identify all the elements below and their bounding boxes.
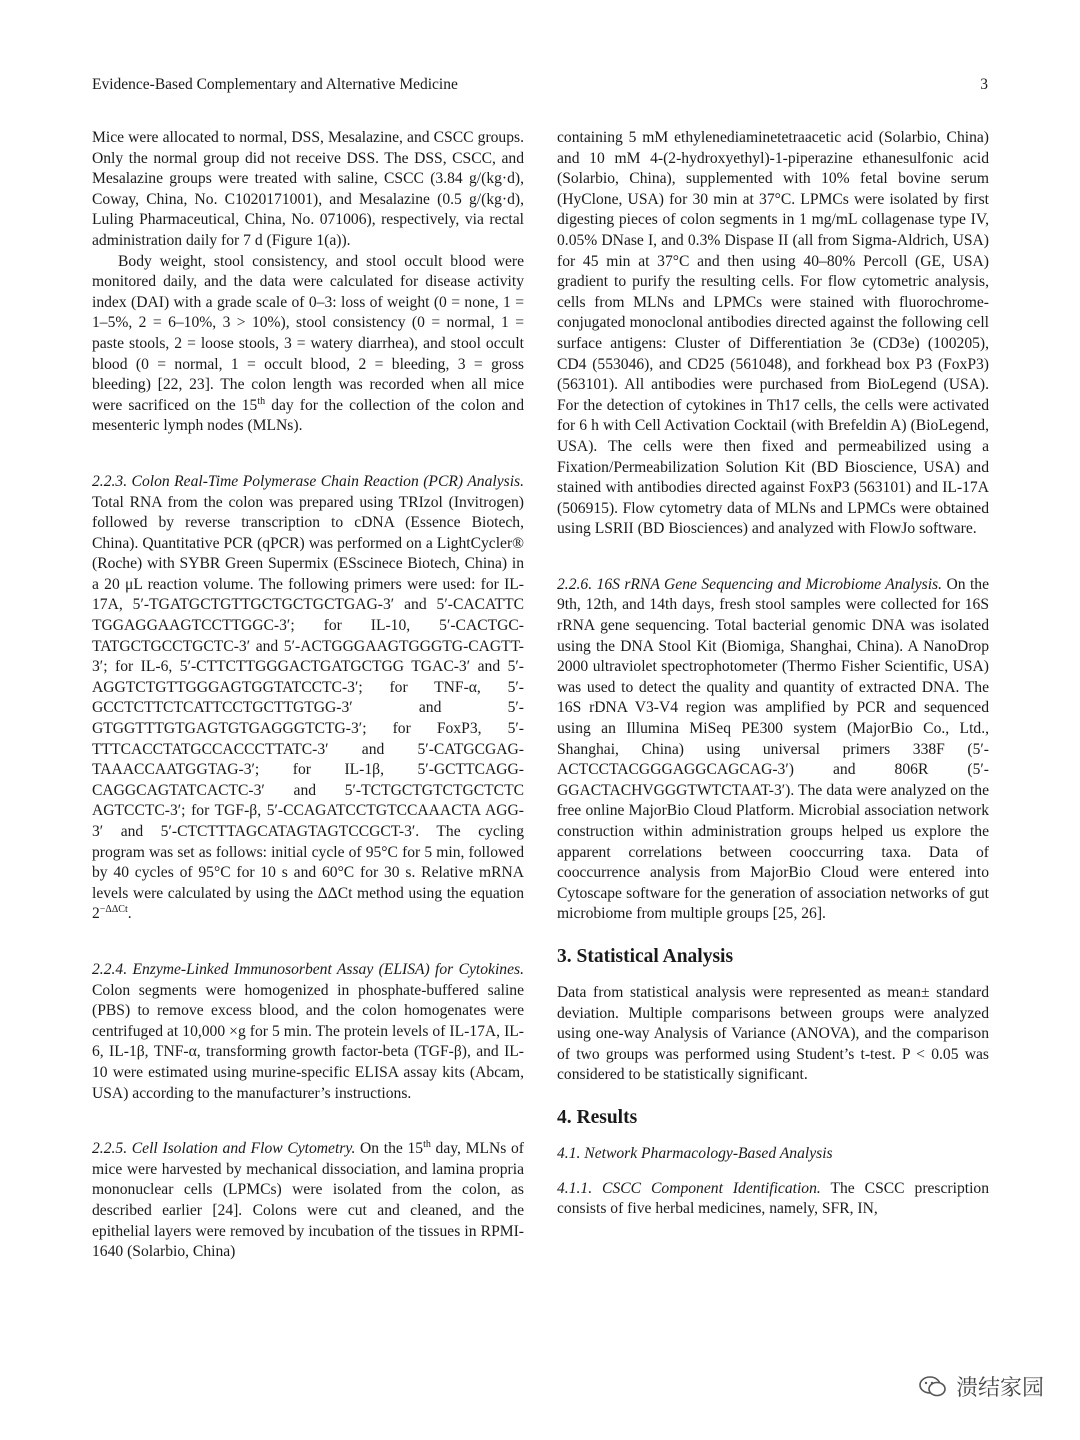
section-4-1-1: 4.1.1. CSCC Component Identification. The CSCC prescription consists of five herbal medicines, namely, SFR, IN, <box>557 1179 989 1218</box>
subheading-4-1: 4.1. Network Pharmacology-Based Analysis <box>557 1144 833 1162</box>
heading-statistical-analysis: 3. Statistical Analysis <box>557 945 734 967</box>
section-title: 2.2.4. Enzyme-Linked Immunosorbent Assay (ELISA) for Cytokines. <box>92 960 524 978</box>
left-column <box>92 128 524 1263</box>
section-2-2-3: 2.2.3. Colon Real-Time Polymerase Chain Reaction (PCR) Analysis. Total RNA from the colon was prepared using TRIzol (Invitrogen) followed by reverse transcription to cDNA (Essence Biotech, China). Quantitative PCR (qPCR) was performed on a LightCycler® (Roche) with SYBR Green Supermix (ESscinece Biotech, China) in a 20 μL reaction volume. The following primers were used: for IL-17A, 5′-TGATGCTGTTGCTGCTGCTGAG-3′ and 5′-CACATTC TGGAGGAAGTCCTTGGC-3′; for IL-10, 5′-CACTGC-TATGCTGCCTGCTC-3′ and 5′-ACTGGGAAGTGGGTG-CAGTT-3′; for IL-6, 5′-CTTCTTGGGACTGATGCTGG TGAC-3′ and 5′-AGGTCTGTTGGGAGTGGTATCCTC-3′; for TNF-α, 5′-GCCTCTTCTCATTCCTGCTTGTGG-3′ and 5′- GTGGTTTGTGAGTGTGAGGGTCTG-3′; for FoxP3, 5′-TTTCACCTATGCCACCCTTATC-3′ and 5′-CATGCGAG-TAAACCAATGGTAG-3′; for IL-1β, 5′-GCTTCAGG-CAGGCAGTATCACTC-3′ and 5′-TCTGCTGTCTGCTCTC AGTCCTC-3′; for TGF-β, 5′-CCAGATCCTGTCCAAACTA AGG-3′ and 5′-CTCTTTAGCATAGTAGTCCGCT-3′. The cycling program was set as follows: initial cycle of 95°C for 5 min, followed by 40 cycles of 95°C for 10 s and 60°C for 30 s. Relative mRNA levels were calculated by using the ΔΔCt method using the equation $2^{-\Delta\Delta Ct}$. <box>92 472 524 923</box>
wechat-icon <box>918 1375 948 1399</box>
running-header <box>92 76 988 98</box>
page-number: 3 <box>980 76 988 93</box>
section-title: 2.2.5. Cell Isolation and Flow Cytometry. <box>92 1140 356 1158</box>
section-title: 2.2.6. 16S rRNA Gene Sequencing and Microbiome Analysis. <box>557 575 943 593</box>
watermark-text: 溃结家园 <box>955 1376 1044 1401</box>
paragraph-statistics: Data from statistical analysis were represented as mean± standard deviation. Multiple comparisons between groups were analyzed using one-way Analysis of Variance (ANOVA), and the comparison of two groups was performed using Student’s t-test. P < 0.05 was considered to be statistically significant. <box>557 983 989 1084</box>
section-2-2-4: 2.2.4. Enzyme-Linked Immunosorbent Assay (ELISA) for Cytokines. Colon segments were homogenized in phosphate-buffered saline (PBS) to remove excess blood, and the colon homogenates were centrifuged at 10,000 ×g for 5 min. The protein levels of IL-17A, IL-6, IL-1β, TNF-α, transforming growth factor-beta (TGF-β), and IL-10 were estimated using murine-specific ELISA assay kits (Abcam, USA) according to the manufacturer’s instructions. <box>92 960 524 1102</box>
section-2-2-6: 2.2.6. 16S rRNA Gene Sequencing and Microbiome Analysis. On the 9th, 12th, and 14th days, fresh stool samples were collected for 16S rRNA gene sequencing. Total bacterial genomic DNA was isolated using the DNA Stool Kit (Biomiga, Shanghai, China). A NanoDrop 2000 ultraviolet spectrophotometer (Thermo Fisher Scientific, USA) was used to detect the quality and quantity of extracted DNA. The 16S rDNA V3-V4 region was amplified by PCR and sequenced using an Illumina MiSeq PE300 system (MajorBio Co., Ltd., Shanghai, China) using universal primers 338F (5′-ACTCCTACGGGAGGCAGCAG-3′) and 806R (5′-GGACTACHVGGGTWTCTAAT-3′). The data were analyzed on the free online MajorBio Cloud Platform. Microbial association network construction within administration groups helped us explore the apparent correlations between cooccurring taxa. Data of cooccurrence analysis from MajorBio Cloud were entered into Cytoscape software for the generation of association networks of gut microbiome from multiple groups [25, 26]. <box>557 575 989 923</box>
paragraph-dai: Body weight, stool consistency, and stool occult blood were monitored daily, and the data were calculated for disease activity index (DAI) with a grade scale of 0–3: loss of weight (0 = none, 1 = 1–5%, 2 = 6–10%, 3 > 10%), stool consistency (0 = normal, 1 = paste stools, 2 = loose stools, 3 = watery diarrhea), and stool occult blood (0 = normal, 1 = occult blood, 2 = bleeding, 3 = gross bleeding) [22, 23]. The colon length was recorded when all mice were sacrificed on the 15th day for the collection of the colon and mesenteric lymph nodes (MLNs). <box>92 252 524 435</box>
right-column <box>557 128 989 1220</box>
paragraph-groups: Mice were allocated to normal, DSS, Mesalazine, and CSCC groups. Only the normal group did not receive DSS. The DSS, CSCC, and Mesalazine groups were treated with saline, CSCC (3.84 g/(kg·d), Coway, China, No. C1020171001), and Mesalazine (0.5 g/(kg·d), Luling Pharmaceutical, China, No. 071006), respectively, via rectal administration daily for 7 d (Figure 1(a)). <box>92 129 524 249</box>
section-title: 2.2.3. Colon Real-Time Polymerase Chain Reaction (PCR) Analysis. <box>92 472 524 490</box>
section-2-2-5: 2.2.5. Cell Isolation and Flow Cytometry. On the 15th day, MLNs of mice were harvested by mechanical dissociation, and lamina propria mononuclear cells (LPMCs) were isolated from the colon, as described earlier [24]. Colons were cut and cleaned, and the epithelial layers were removed by incubation of the tissues in RPMI-1640 (Solarbio, China) <box>92 1138 524 1261</box>
paragraph-lpmc: containing 5 mM ethylenediaminetetraacetic acid (Solarbio, China) and 10 mM 4-(2-hydroxyethyl)-1-piperazine ethanesulfonic acid (Solarbio, China), supplemented with 10% fetal bovine serum (HyClone, USA) for 30 min at 37°C. LPMCs were isolated by first digesting pieces of colon segments in 1 mg/mL collagenase type IV, 0.05% DNase I, and 0.3% Dispase II (all from Sigma-Aldrich, USA) for 45 min at 37°C and then using 40–80% Percoll (GE, USA) gradient to purify the resulting cells. For flow cytometric analysis, cells from MLNs and LPMCs were stained with fluorochrome-conjugated monoclonal antibodies directed against the following cell surface antigens: Cluster of Differentiation 3e (CD3e) (100205), CD4 (553046), and CD25 (561048), and forkhead box P3 (FoxP3) (563101). All antibodies were purchased from BioLegend (USA). For the detection of cytokines in Th17 cells, the cells were activated for 6 h with Cell Activation Cocktail (with Brefeldin A) (BioLegend, USA). The cells were then fixed and permeabilized using a Fixation/Permeabilization Solution Kit (BD Bioscience, USA) and stained with antibodies directed against FoxP3 (563101) and IL-17A (506915). Flow cytometry data of MLNs and LPMCs were obtained using LSRII (BD Biosciences) and analyzed with FlowJo software. <box>557 129 989 538</box>
section-title: 4.1.1. CSCC Component Identification. <box>557 1179 821 1197</box>
watermark <box>918 1371 1044 1402</box>
journal-title: Evidence-Based Complementary and Alternative Medicine <box>92 76 458 93</box>
heading-results: 4. Results <box>557 1106 638 1128</box>
